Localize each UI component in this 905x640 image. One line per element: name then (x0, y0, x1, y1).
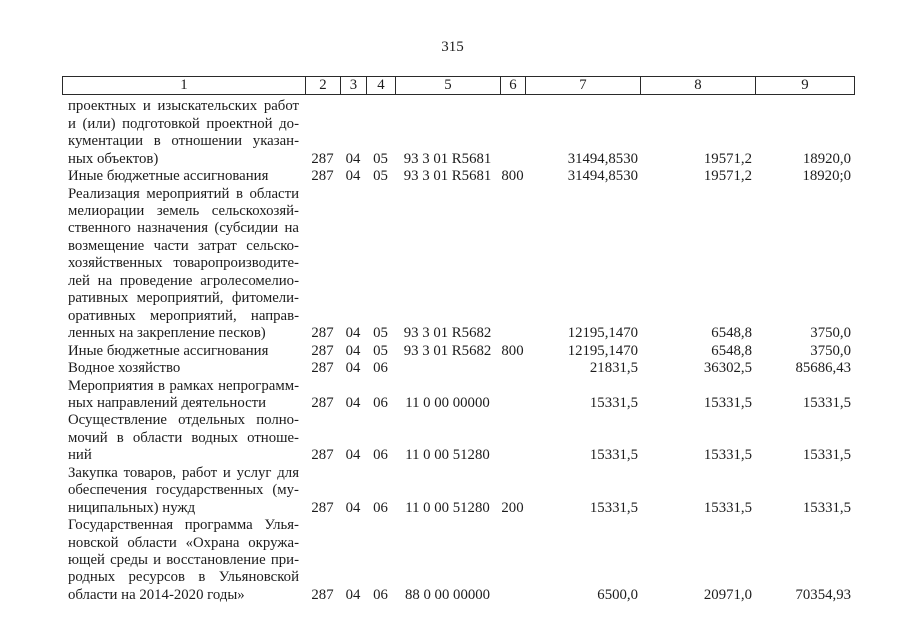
column-header-2: 2 (305, 76, 340, 95)
row-description (62, 98, 305, 168)
cell-amount-col-7: 6500,0 (597, 586, 638, 603)
column-header-7: 7 (525, 76, 640, 95)
description-line: области на 2014-2020 годы» (68, 586, 245, 603)
column-header-5: 5 (395, 76, 500, 95)
cell-amount-col-9: 3750,0 (810, 325, 851, 342)
cell-subsection-code: 05 (373, 150, 388, 167)
cell-target-item-code: 88 0 00 00000 (404, 586, 491, 603)
description-line: ний (68, 447, 92, 464)
cell-expense-type-code (500, 325, 525, 342)
cell-target-item-code: 93 3 01 R5682 (403, 325, 492, 342)
column-header-8: 8 (640, 76, 755, 95)
description-line: Осуществление отдельных полно- (68, 412, 299, 429)
cell-amount-col-8: 15331,5 (703, 499, 752, 516)
table-row (62, 343, 855, 360)
cell-amount-col-7: 15331,5 (589, 499, 638, 516)
cell-section-code: 04 (345, 586, 361, 603)
table-row (62, 98, 855, 168)
table-row (62, 186, 855, 343)
description-line: ющей среды и восстановление при- (68, 552, 299, 569)
cell-agency-code: 287 (311, 447, 334, 464)
cell-subsection-code: 05 (373, 168, 388, 185)
cell-agency-code: 287 (311, 150, 334, 167)
cell-target-item-code: 93 3 01 R5682 (403, 342, 492, 359)
description-line: Водное хозяйство (68, 360, 181, 377)
description-line: Мероприятия в рамках непрограмм- (68, 377, 299, 394)
cell-amount-col-7: 15331,5 (589, 394, 638, 411)
cell-agency-code: 287 (311, 325, 334, 342)
page-number: 315 (441, 39, 464, 55)
cell-target-item-code: 11 0 00 51280 (405, 447, 490, 464)
description-line: возмещение части затрат сельско- (68, 237, 299, 254)
row-description (62, 378, 305, 413)
column-header-1: 1 (62, 76, 305, 95)
cell-section-code: 04 (345, 394, 361, 411)
cell-amount-col-9: 18920,0 (802, 150, 851, 167)
cell-target-item-code: 11 0 00 00000 (405, 394, 490, 411)
cell-section-code: 04 (345, 360, 361, 377)
cell-subsection-code: 06 (373, 499, 388, 516)
description-line: ленных на закрепление песков) (68, 325, 266, 342)
cell-amount-col-9: 85686,43 (795, 360, 851, 377)
cell-subsection-code: 05 (373, 325, 388, 342)
column-header-6: 6 (500, 76, 525, 95)
cell-amount-col-7: 31494,8530 (567, 150, 638, 167)
cell-amount-col-8: 19571,2 (703, 150, 752, 167)
column-header-4: 4 (366, 76, 395, 95)
description-line: Реализация мероприятий в области (68, 185, 299, 202)
description-line: новской области «Охрана окружа- (68, 534, 299, 551)
cell-amount-col-8: 20971,0 (703, 586, 752, 603)
row-description (62, 360, 305, 377)
cell-amount-col-7: 21831,5 (589, 360, 638, 377)
description-line: родных ресурсов в Ульяновской (68, 569, 299, 586)
cell-agency-code: 287 (311, 342, 334, 359)
row-description (62, 517, 305, 604)
column-header-3: 3 (340, 76, 366, 95)
description-line: и (или) подготовкой проектной до- (68, 115, 299, 132)
cell-section-code: 04 (345, 168, 361, 185)
description-line: мочий в области водных отноше- (68, 429, 299, 446)
description-line: обеспечения государственных (му- (68, 482, 299, 499)
cell-subsection-code: 06 (373, 586, 388, 603)
description-line: ных объектов) (68, 150, 159, 167)
cell-agency-code: 287 (311, 168, 334, 185)
row-description (62, 412, 305, 464)
cell-section-code: 04 (345, 150, 361, 167)
description-line: Государственная программа Улья- (68, 517, 299, 534)
cell-agency-code: 287 (311, 360, 334, 377)
cell-expense-type-code (500, 447, 525, 464)
cell-subsection-code: 05 (373, 342, 388, 359)
cell-amount-col-8: 6548,8 (711, 342, 752, 359)
cell-agency-code: 287 (311, 586, 334, 603)
description-line: оративных мероприятий, направ- (68, 307, 299, 324)
cell-target-item-code: 11 0 00 51280 (405, 499, 490, 516)
cell-section-code: 04 (345, 342, 361, 359)
cell-expense-type-code (500, 151, 525, 168)
description-line: ниципальных) нужд (68, 499, 196, 516)
description-line: мелиорации земель сельскохозяй- (68, 202, 299, 219)
cell-target-item-code: 93 3 01 R5681 (403, 150, 492, 167)
cell-target-item-code: 93 3 01 R5681 (403, 168, 492, 185)
cell-expense-type-code: 800 (501, 342, 524, 359)
cell-section-code: 04 (345, 499, 361, 516)
table-body (62, 98, 855, 604)
cell-section-code: 04 (345, 447, 361, 464)
cell-amount-col-8: 15331,5 (703, 394, 752, 411)
cell-amount-col-7: 31494,8530 (567, 168, 638, 185)
table-row (62, 360, 855, 377)
table-row (62, 378, 855, 413)
cell-subsection-code: 06 (373, 447, 388, 464)
description-line: лей на проведение агролесомелио- (68, 272, 299, 289)
description-line: ративных мероприятий, фитомели- (68, 290, 299, 307)
cell-amount-col-9: 3750,0 (810, 342, 851, 359)
cell-expense-type-code: 800 (501, 168, 524, 185)
description-line: ственного назначения (субсидии на (68, 220, 299, 237)
table-row (62, 517, 855, 604)
description-line: Иные бюджетные ассигнования (68, 342, 269, 359)
description-line: кументации в отношении указан- (68, 133, 299, 150)
cell-amount-col-7: 12195,1470 (567, 342, 638, 359)
table-header (62, 76, 855, 95)
cell-expense-type-code (500, 360, 525, 377)
row-description (62, 343, 305, 360)
cell-amount-col-9: 70354,93 (795, 586, 851, 603)
cell-amount-col-8: 6548,8 (711, 325, 752, 342)
cell-amount-col-7: 12195,1470 (567, 325, 638, 342)
row-description (62, 186, 305, 343)
cell-amount-col-8: 15331,5 (703, 447, 752, 464)
cell-subsection-code: 06 (373, 360, 388, 377)
description-line: хозяйственных товаропроизводите- (68, 255, 299, 272)
cell-subsection-code: 06 (373, 394, 388, 411)
cell-amount-col-8: 36302,5 (703, 360, 752, 377)
row-description (62, 465, 305, 517)
table-row (62, 168, 855, 185)
cell-expense-type-code (500, 587, 525, 604)
cell-amount-col-9: 15331,5 (802, 394, 851, 411)
description-line: Иные бюджетные ассигнования (68, 168, 269, 185)
cell-section-code: 04 (345, 325, 361, 342)
cell-amount-col-8: 19571,2 (703, 168, 752, 185)
description-line: ных направлений деятельности (68, 394, 267, 411)
cell-amount-col-9: 15331,5 (802, 499, 851, 516)
table-row (62, 412, 855, 464)
cell-target-item-code (395, 360, 500, 377)
cell-expense-type-code (500, 395, 525, 412)
row-description (62, 168, 305, 185)
cell-amount-col-9: 18920;0 (802, 168, 851, 185)
cell-amount-col-7: 15331,5 (589, 447, 638, 464)
description-line: Закупка товаров, работ и услуг для (68, 464, 299, 481)
cell-agency-code: 287 (311, 394, 334, 411)
description-line: проектных и изыскательских работ (68, 98, 299, 115)
cell-expense-type-code: 200 (501, 499, 524, 516)
column-header-9: 9 (755, 76, 855, 95)
cell-agency-code: 287 (311, 499, 334, 516)
table-row (62, 465, 855, 517)
cell-amount-col-9: 15331,5 (802, 447, 851, 464)
